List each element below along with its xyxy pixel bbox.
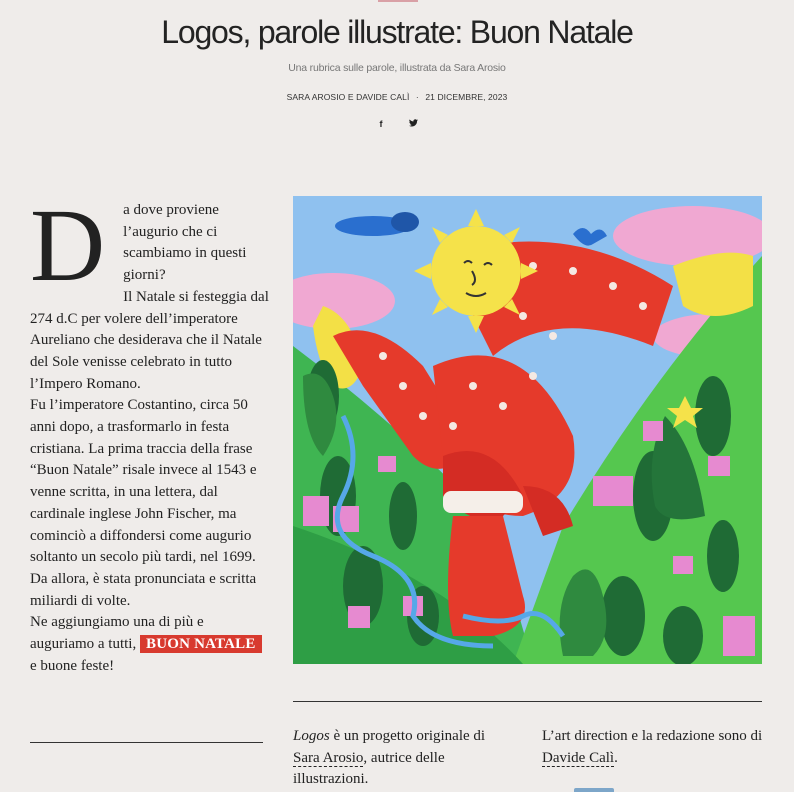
credits-art-text: L’art direction e la redazione sono di xyxy=(542,728,763,744)
article-body xyxy=(30,188,270,677)
credits-illustrator-text: , autrice delle illustrazioni. xyxy=(293,749,445,787)
next-section-indicator xyxy=(574,788,614,792)
article-paragraph: Da allora, è stata pronunciata e scritta miliardi di volte. xyxy=(30,570,257,609)
credits-editor-end: . xyxy=(614,749,618,766)
byline xyxy=(0,92,794,102)
christmas-illustration xyxy=(293,196,762,664)
page-title: Logos, parole illustrate: Buon Natale xyxy=(161,14,633,50)
illustrator-link[interactable]: Sara Arosio xyxy=(293,749,364,766)
byline-separator: · xyxy=(415,92,419,102)
top-accent-bar xyxy=(378,0,418,2)
page-subtitle: Una rubrica sulle parole, illustrata da Sara Arosio xyxy=(288,62,506,74)
article-paragraph: Fu l’imperatore Costantino, circa 50 anni dopo, a trasformarlo in festa cristiana. La prima traccia della frase “Buon Natale” risale invece al 1543 e venne scritta, in una lettera, dal cardinale inglese John Fischer, ma cominciò a diffondersi come augurio soltanto un secolo più tardi, nel 1699. xyxy=(30,397,257,566)
credits-logos xyxy=(293,726,508,791)
drop-cap: D xyxy=(30,188,106,303)
divider-right xyxy=(293,701,762,702)
editor-link[interactable]: Davide Calì xyxy=(542,749,615,766)
article-paragraph-final xyxy=(30,612,270,677)
buon-natale-highlight: BUON NATALE xyxy=(140,635,262,653)
author-link[interactable]: SARA AROSIO E DAVIDE CALÌ xyxy=(286,92,410,102)
credits-art-direction xyxy=(542,726,767,769)
twitter-icon[interactable] xyxy=(408,119,418,129)
divider-left xyxy=(30,742,263,743)
logos-title: Logos xyxy=(293,728,330,744)
share-bar xyxy=(0,119,794,129)
article-paragraph: a dove proviene l’augurio che ci scambiamo in questi giorni? xyxy=(123,202,247,284)
final-text-start: Ne aggiungiamo una di più e auguriamo a tutti, xyxy=(30,614,204,653)
final-text-end: e buone feste! xyxy=(30,657,115,674)
facebook-icon[interactable]: f xyxy=(379,119,383,129)
article-paragraph: Il Natale si festeggia dal 274 d.C per volere dell’imperatore Aureliano che desiderava che il Natale del Sole venisse celebrato in tutto l’Impero Romano. xyxy=(30,288,269,392)
publish-date: 21 DICEMBRE, 2023 xyxy=(425,92,508,102)
credits-logos-text: è un progetto originale di xyxy=(329,728,486,744)
